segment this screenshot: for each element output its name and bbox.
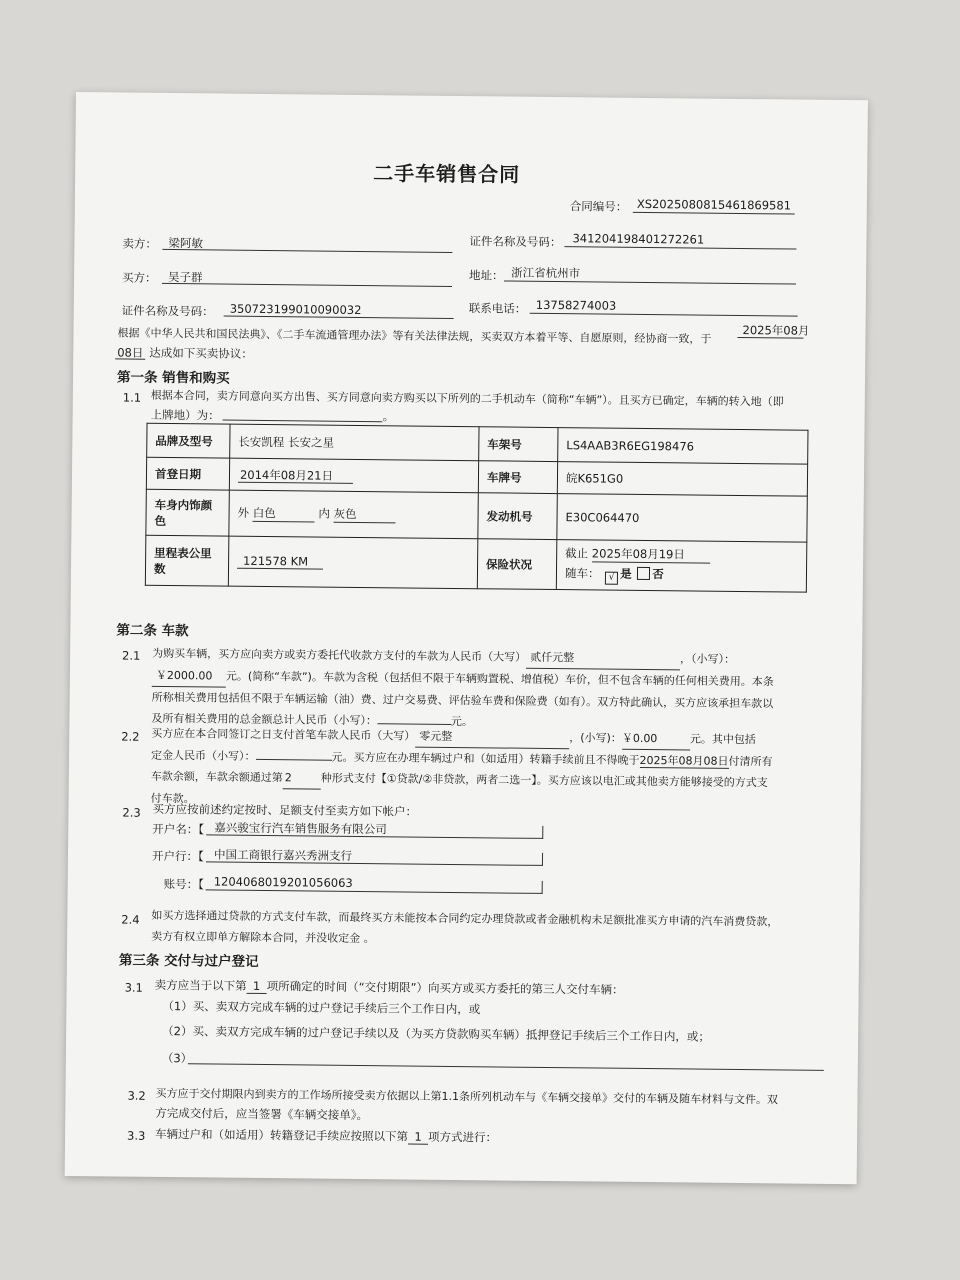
color-out-value: 白色 [253, 505, 315, 523]
buyer-value: 吴子群 [167, 269, 203, 285]
clause-2-2-l3b: 种形式支付【①贷款/②非贷款，两者二选一】。买方应该以电汇或其他卖方能够接受的方式支 [320, 771, 768, 790]
total-amount-blank [377, 711, 451, 725]
contract-paper [65, 92, 868, 1184]
clause-3-2-l1: 买方应于交付期限内到卖方的工作场所接受卖方依据以上第1.1条所列机动车与《车辆交接单》交付的车辆及随车材料与文件。双 [155, 1086, 779, 1107]
account-name-label: 开户名：【 [152, 821, 205, 837]
brand-value: 长安凯程 长安之星 [230, 424, 479, 461]
clause-2-2-l2c: 付清所有 [728, 754, 773, 769]
phone-underline [530, 313, 798, 317]
buyer-id-value: 350723199010090032 [229, 301, 362, 318]
color-out-label: 外 [237, 505, 250, 520]
clause-2-3-l1: 买方应按前述约定按时、足额支付至卖方如下帐户： [152, 801, 418, 819]
clause-3-1-l1 [155, 977, 624, 998]
clause-3-3-l1 [155, 1126, 497, 1146]
odometer-label [145, 535, 229, 586]
clause-1-1-line1: 根据本合同，卖方同意向买方出售、买方同意向卖方购买以下所列的二手机动车（简称“车辆”）。且买方已确定，车辆的转入地（即 [150, 388, 784, 409]
price-cn: 贰仟元整 [526, 647, 680, 671]
insurance-label: 保险状况 [477, 539, 557, 590]
insurance-until-row [565, 545, 798, 564]
address-underline [504, 280, 796, 284]
preamble-line1: 根据《中华人民共和国民法典》、《二手车流通管理办法》等有关法律法规，买卖双方本着平等、自愿原则，经协商一致，于 [117, 326, 712, 346]
first-payment: ￥0.00 [622, 728, 690, 751]
insurance-yes-checkbox[interactable]: √ [605, 572, 618, 585]
clause-1-1-number: 1.1 [122, 390, 142, 405]
clause-3-1-option3: （3） [161, 1050, 193, 1066]
payment-deadline: 2025年08月08日 [639, 753, 729, 768]
plate-label: 车牌号 [478, 461, 557, 494]
clause-2-2-l4: 付车款。 [150, 791, 195, 806]
odometer-label-line2: 数 [153, 561, 166, 576]
insurance-cell [556, 540, 807, 593]
clause-3-3-l1b: 项方式进行： [428, 1129, 498, 1145]
reg-date-value: 2014年08月21日 [238, 467, 353, 483]
page-title: 二手车销售合同 [373, 161, 521, 187]
color-label [146, 489, 229, 536]
price-amount: ￥2000.00 [152, 665, 226, 688]
engine-label: 发动机号 [478, 493, 557, 540]
account-no-label: 账号：【 [163, 876, 205, 892]
clause-3-2-l2: 方完成交付后，应当签署《车辆交接单》。 [155, 1105, 369, 1123]
payment-method-no: 2 [283, 767, 321, 789]
account-name-value: 嘉兴骏宝行汽车销售服务有限公司 [214, 820, 387, 837]
clause-3-3-number: 3.3 [127, 1128, 146, 1143]
clause-3-1-option1: （1）买、卖双方完成车辆的过户登记手续后三个工作日内，或 [162, 998, 481, 1017]
engine-value: E30C064470 [557, 494, 807, 543]
insurance-no-checkbox[interactable] [637, 567, 650, 580]
clause-2-2-l2b: 元。买方应在办理车辆过户和（如适用）转籍手续前且不得晚于 [331, 750, 640, 767]
preamble-date-underline [737, 337, 803, 339]
contract-no-label: 合同编号： [569, 199, 628, 214]
preamble-date-part1: 2025年08月 [742, 322, 810, 338]
clause-3-1-number: 3.1 [124, 980, 143, 995]
seller-value: 梁阿敏 [168, 235, 203, 251]
clause-3-1-option3-underline [188, 1063, 824, 1071]
seller-id-value: 341204198401272261 [572, 231, 705, 247]
clause-1-1-line2: 上牌地）为： [150, 407, 220, 423]
seller-id-underline [564, 246, 796, 249]
deposit-blank [256, 747, 332, 761]
register-place-underline [223, 420, 383, 423]
clause-2-3-number: 2.3 [122, 805, 141, 820]
clause-2-2-l3a: 车款余额，车款余额通过第 [150, 769, 283, 785]
seller-underline [162, 249, 452, 253]
address-label: 地址： [469, 268, 504, 283]
color-label-line2: 色 [154, 513, 167, 528]
bank-label: 开户行：【 [151, 848, 204, 864]
seller-id-label: 证件名称及号码： [469, 234, 562, 250]
clause-2-1-l1a: 为购买车辆，买方应向卖方或卖方委托代收款方支付的车款为人民币（大写） [152, 646, 527, 664]
clause-2-2-l2a: 定金人民币（小写）： [150, 748, 256, 763]
odometer-label-line1: 里程表公里 [154, 545, 212, 560]
account-no-value: 1204068019201056063 [213, 874, 353, 890]
vin-value: LS4AAB3R6EG198476 [558, 428, 808, 465]
odometer-value: 121578 KM [237, 554, 323, 570]
color-cell [229, 490, 478, 539]
phone-label: 联系电话： [468, 301, 527, 316]
clause-2-1-text [151, 643, 824, 736]
clause-3-1-l1a: 卖方应当于以下第 [154, 977, 247, 993]
clause-2-4-l2: 卖方有权立即单方解除本合同，并没收定金 。 [151, 929, 375, 946]
clause-3-2-number: 3.2 [127, 1088, 146, 1103]
insurance-no-label: 否 [652, 567, 664, 582]
clause-2-1-l4a: 及所有相关费用的总金额总计人民币（小写）： [151, 711, 378, 728]
account-no-bracket [206, 877, 543, 894]
brand-label: 品牌及型号 [147, 423, 230, 458]
odometer-cell [228, 536, 478, 589]
reg-date-label: 首登日期 [146, 457, 229, 490]
account-name-bracket [206, 822, 543, 839]
clause-2-4-l1: 如买方选择通过贷款的方式支付车款，而最终买方未能按本合同约定办理贷款或者金融机构未足额批准买方申请的汽车消费贷款， [151, 908, 779, 929]
seller-label: 卖方： [122, 236, 157, 251]
color-in-label: 内 [318, 506, 330, 521]
clause-2-2-l1b: ，(小写)： [569, 731, 622, 745]
article2-heading: 第二条 车款 [116, 622, 189, 640]
clause-2-1-l4b: 元。 [450, 714, 473, 729]
article3-heading: 第三条 交付与过户登记 [118, 952, 259, 970]
article1-heading: 第一条 销售和购买 [116, 369, 230, 387]
clause-2-2-l1c: 元。其中包括 [689, 732, 756, 747]
clause-2-1-l1b: ，（小写）： [680, 652, 736, 666]
insurance-yes-label: 是 [620, 566, 632, 581]
clause-2-4-text [151, 905, 823, 954]
clause-2-1-number: 2.1 [122, 648, 141, 663]
clause-3-3-l1a: 车辆过户和（如适用）转籍登记手续应按照以下第 [155, 1126, 409, 1144]
insurance-until-value: 2025年08月19日 [592, 545, 710, 563]
plate-value: 皖K651G0 [557, 462, 807, 497]
first-payment-cn: 零元整 [415, 726, 569, 750]
clause-2-1-l2b: 元。(简称“车款”)。车款为含税（包括但不限于车辆购置税、增值税）车价，但不包含车辆的任何相关费用。本条 [225, 669, 774, 689]
clause-2-4-number: 2.4 [121, 912, 140, 927]
preamble-date-part2: 08日 [117, 345, 144, 360]
contract-no-value: XS2025080815461869581 [636, 196, 792, 213]
clause-1-1-line2-end: 。 [382, 409, 395, 424]
insurance-with-row [565, 565, 798, 586]
reg-date-cell [229, 458, 478, 493]
vin-label: 车架号 [479, 427, 558, 462]
bank-bracket [206, 849, 543, 866]
clause-3-1-l1b: 项所确定的时间（“交付期限”）向买方或买方委托的第三人交付车辆： [266, 979, 624, 997]
insurance-with-label: 随车： [564, 566, 600, 581]
address-value: 浙江省杭州市 [511, 265, 581, 281]
insurance-until-label: 截止 [565, 546, 589, 561]
clause-3-1-option2: （2）买、卖双方完成车辆的过户登记手续以及（为买方贷款购买车辆）抵押登记手续后三个工作日内，或； [162, 1023, 711, 1044]
color-in-value: 灰色 [333, 506, 395, 524]
clause-3-3-choice: 1 [408, 1130, 428, 1145]
buyer-id-label: 证件名称及号码： [121, 303, 214, 319]
clause-2-2-l1a: 买方应在本合同签订之日支付首笔车款人民币（大写） [151, 726, 416, 743]
clause-2-1-l3: 所称相关费用包括但不限于车辆运输（油）费、过户交易费、评估验车费和保险费（如有）。双方特此确认，买方应该承担车款以 [151, 690, 774, 711]
color-label-line1: 车身内饰颜 [154, 497, 213, 512]
buyer-id-underline [224, 316, 454, 319]
clause-2-2-number: 2.2 [121, 729, 140, 744]
vehicle-info-table [145, 423, 809, 593]
buyer-label: 买方： [121, 270, 157, 285]
buyer-underline [162, 283, 452, 287]
preamble-line2-rest: 达成如下买卖协议： [149, 345, 253, 361]
clause-3-1-choice: 1 [247, 979, 267, 994]
bank-value: 中国工商银行嘉兴秀洲支行 [213, 847, 353, 863]
phone-value: 13758274003 [535, 297, 617, 313]
